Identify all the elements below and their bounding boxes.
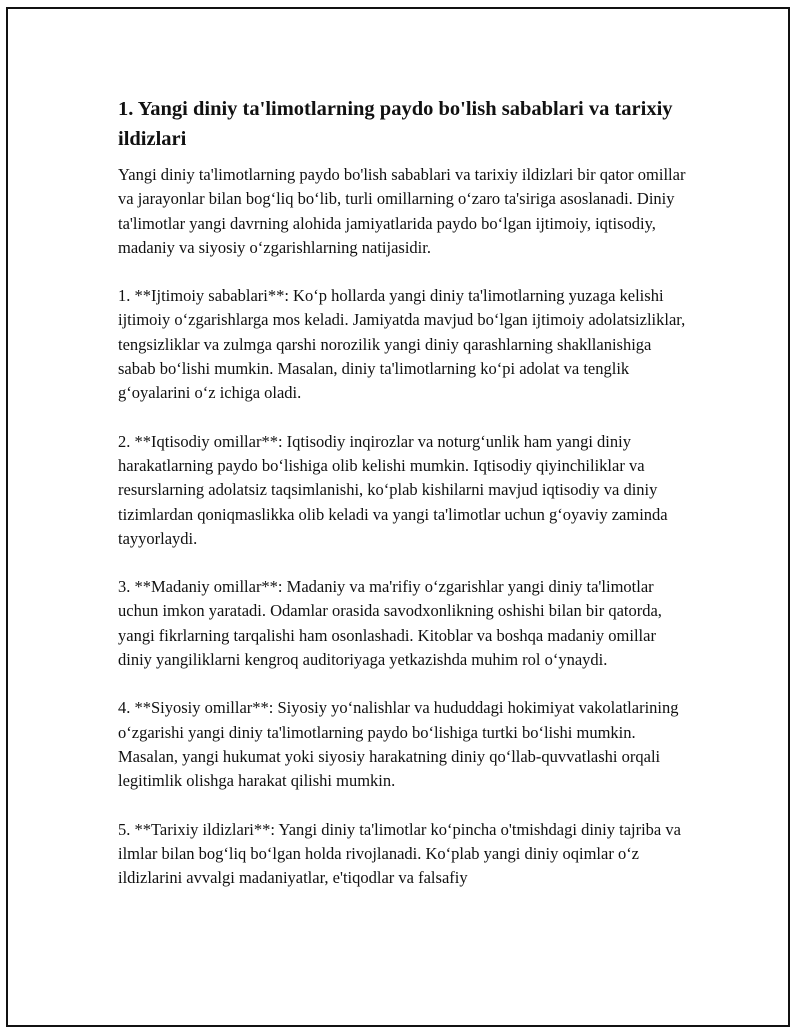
cultural-factors-paragraph: 3. **Madaniy omillar**: Madaniy va ma'rifiy o‘zgarishlar yangi diniy ta'limotlar uchun imkon yaratadi. Odamlar orasida savodxonlikning oshishi bilan bir qatorda, yangi fikrlarning tarqalishi ham osonlashadi. Kitoblar va boshqa madaniy omillar diniy yangiliklarni kengroq auditoriyaga yetkazishda muhim rol o‘ynaydi.	[118, 577, 662, 670]
economic-factors-paragraph: 2. **Iqtisodiy omillar**: Iqtisodiy inqirozlar va noturg‘unlik ham yangi diniy harakatlarning paydo bo‘lishiga olib kelishi mumkin. Iqtisodiy qiyinchiliklar va resurslarning adolatsiz taqsimlanishi, ko‘plab kishilarni mavjud iqtisodiy va diniy tizimlardan qoniqmaslikka olib keladi va yangi ta'limotlar uchun g‘oyaviy zaminda tayyorlaydi.	[118, 431, 668, 548]
intro-paragraph: Yangi diniy ta'limotlarning paydo bo'lish sabablari va tarixiy ildizlari bir qator omillar va jarayonlar bilan bog‘liq bo‘lib, turli omillarning o‘zaro ta'siriga asoslanadi. Diniy ta'limotlar yangi davrning alohida jamiyatlarida paydo bo‘lgan ijtimoiy, iqtisodiy, madaniy va siyosiy o‘zgarishlarning natijasidir.	[118, 165, 686, 257]
political-factors-paragraph: 4. **Siyosiy omillar**: Siyosiy yo‘nalishlar va hududdagi hokimiyat vakolatlarining o‘zgarishi yangi diniy ta'limotlarning paydo bo‘lishiga turtki bo‘lishi mumkin. Masalan, yangi hukumat yoki siyosiy harakatning diniy qo‘llab-quvvatlashi orqali legitimlik olishga harakat qilishi mumkin.	[118, 698, 679, 791]
historical-roots-paragraph: 5. **Tarixiy ildizlari**: Yangi diniy ta'limotlar ko‘pincha o'tmishdagi diniy tajriba va ilmlar bilan bog‘liq bo‘lgan holda rivojlanadi. Ko‘plab yangi diniy oqimlar o‘z ildizlarini avvalgi madaniyatlar, e'tiqodlar va falsafiy	[118, 819, 681, 888]
social-reasons-paragraph: 1. **Ijtimoiy sabablari**: Ko‘p hollarda yangi diniy ta'limotlarning yuzaga kelishi ijtimoiy o‘zgarishlarga mos keladi. Jamiyatda mavjud bo‘lgan ijtimoiy adolatsizliklar, tengsizliklar va zulmga qarshi norozilik yangi diniy qarashlarning shakllanishiga sabab bo‘lishi mumkin. Masalan, diniy ta'limotlarning ko‘pi adolat va tenglik g‘oyalarini o‘z ichiga oladi.	[118, 286, 686, 403]
section-heading: 1. Yangi diniy ta'limotlarning paydo bo'lish sabablari va tarixiy ildizlari	[118, 98, 673, 150]
document-body	[118, 94, 688, 914]
